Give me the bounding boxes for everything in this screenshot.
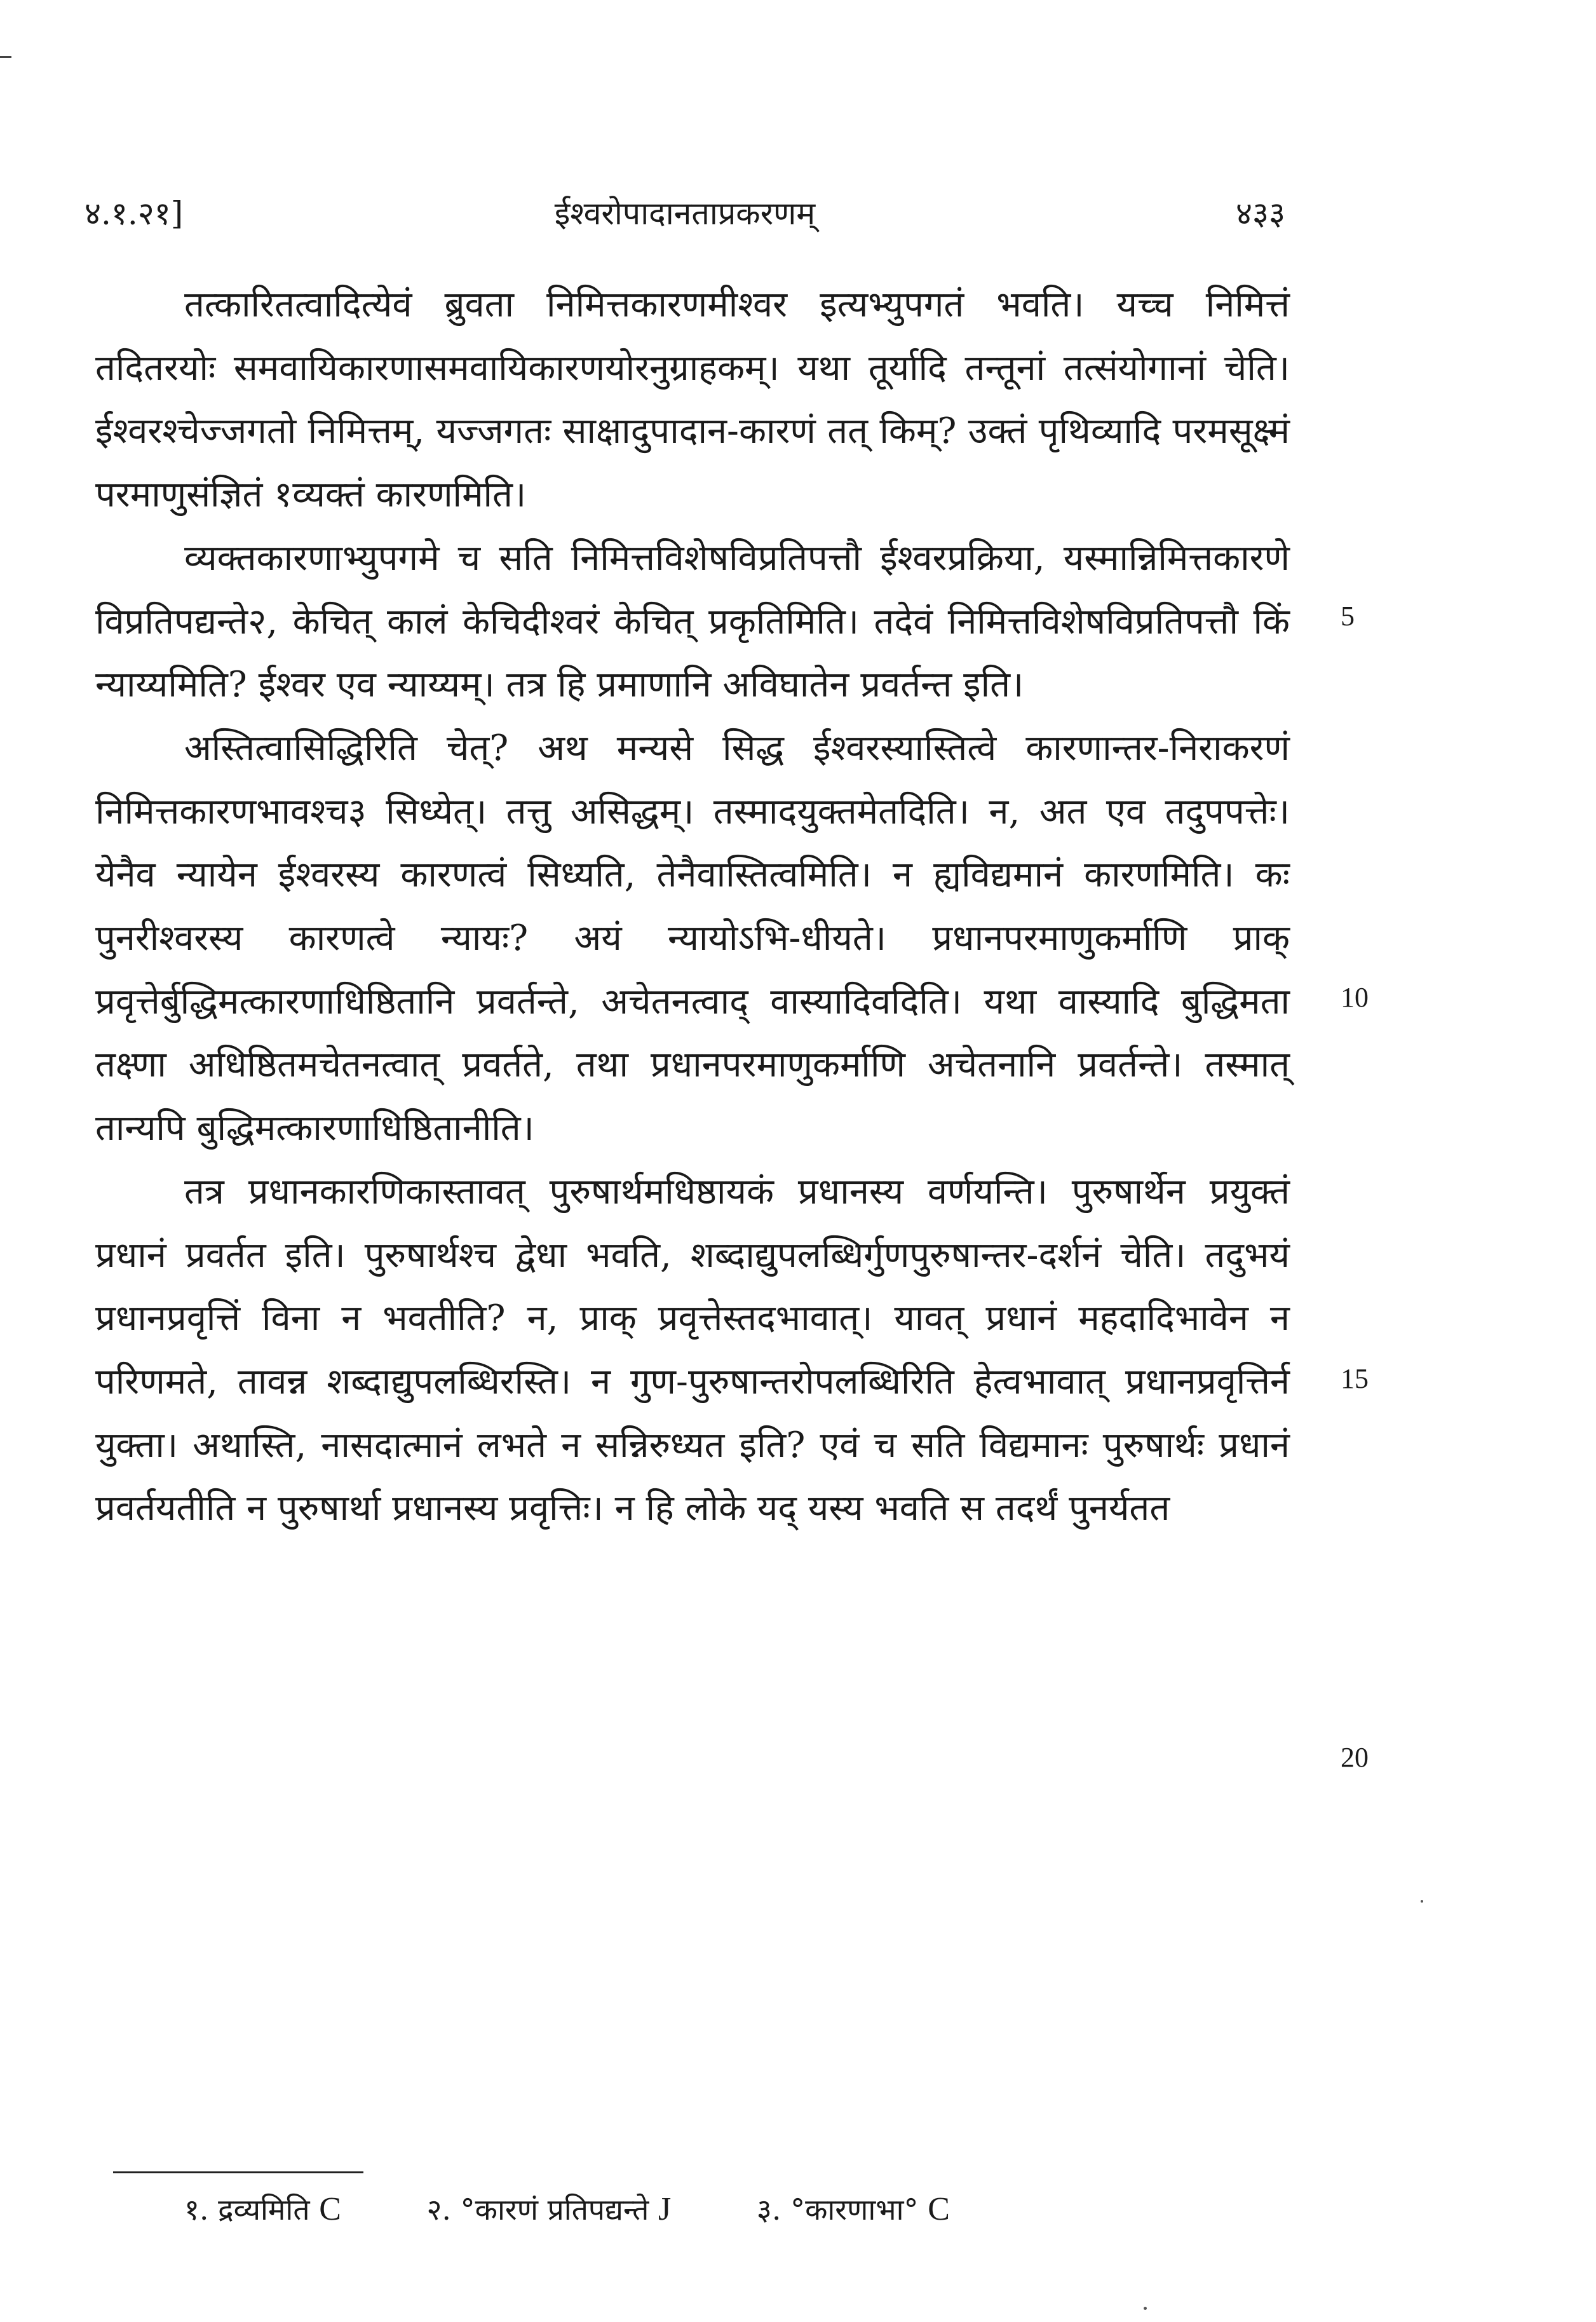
footnote — [427, 2187, 672, 2232]
footnote-text: २. °कारणं प्रतिपद्यन्ते — [426, 2192, 649, 2227]
footnote-text: ३. °कारणाभा° — [756, 2192, 919, 2227]
line-number: 20 — [1341, 1742, 1369, 1773]
page-number: ४३३ — [1236, 195, 1285, 232]
footnote-divider — [113, 2171, 363, 2173]
footnotes — [184, 2187, 1328, 2232]
scan-speck — [1144, 2307, 1147, 2310]
paragraph: तत्र प्रधानकारणिकास्तावत् पुरुषार्थमधिष्ठायकं प्रधानस्य वर्णयन्ति। पुरुषार्थेन प्रयुक्तं प्रधानं प्रवर्तत इति। पुरुषार्थश्च द्वेधा भवति, शब्दाद्युपलब्धिर्गुणपुरुषान्तर-दर्शनं चेति। तदुभयं प्रधानप्रवृत्तिं विना न भवतीति? न, प्राक् प्रवृत्तेस्तदभावात्। यावत् प्रधानं महदादिभावेन न परिणमते, तावन्न शब्दाद्युपलब्धिरस्ति। न गुण-पुरुषान्तरोपलब्धिरिति हेत्वभावात् प्रधानप्रवृत्तिर्न युक्ता। अथास्ति, नासदात्मानं लभते न सन्निरुध्यत इति? एवं च सति विद्यमानः पुरुषार्थः प्रधानं प्रवर्तयतीति न पुरुषार्था प्रधानस्य प्रवृत्तिः। न हि लोके यद् यस्य भवति स तदर्थं पुनर्यतत — [95, 1171, 1290, 1530]
paragraph: तत्कारितत्वादित्येवं ब्रुवता निमित्तकारणमीश्वर इत्यभ्युपगतं भवति। यच्च निमित्तं तदितरयोः समवायिकारणासमवायिकारणयोरनुग्राहकम्। यथा तूर्यादि तन्तूनां तत्संयोगानां चेति। ईश्वरश्चेज्जगतो निमित्तम्, यज्जगतः साक्षादुपादान-कारणं तत् किम्? उक्तं पृथिव्यादि परमसूक्ष्मं परमाणुसंज्ञितं १व्यक्तं कारणमिति। — [95, 284, 1290, 516]
footnote — [184, 2187, 341, 2232]
margin-tick-mark — [0, 56, 11, 58]
line-number: 10 — [1341, 982, 1369, 1013]
footnote — [757, 2187, 950, 2232]
chapter-title: ईश्वरोपादानताप्रकरणम् — [554, 195, 816, 232]
main-text — [95, 273, 1290, 1540]
footnote-text: १. द्रव्यमिति — [184, 2192, 310, 2227]
line-number: 5 — [1341, 601, 1355, 632]
running-head — [85, 191, 1285, 241]
manuscript-siglum: C — [928, 2191, 950, 2227]
section-reference: ४.१.२१] — [85, 195, 184, 232]
scan-speck — [1421, 1900, 1423, 1903]
line-number: 15 — [1341, 1363, 1369, 1394]
paragraph: व्यक्तकारणाभ्युपगमे च सति निमित्तविशेषविप्रतिपत्तौ ईश्वरप्रक्रिया, यस्मान्निमित्तकारणे विप्रतिपद्यन्ते२, केचित् कालं केचिदीश्वरं केचित् प्रकृतिमिति। तदेवं निमित्तविशेषविप्रतिपत्तौ किं न्याय्यमिति? ईश्वर एव न्याय्यम्। तत्र हि प्रमाणानि अविघातेन प्रवर्तन्त इति। — [95, 537, 1290, 706]
paragraph: अस्तित्वासिद्धिरिति चेत्? अथ मन्यसे सिद्ध ईश्वरस्यास्तित्वे कारणान्तर-निराकरणं निमित्तकारणभावश्च३ सिध्येत्। तत्तु असिद्धम्। तस्मादयुक्तमेतदिति। न, अत एव तदुपपत्तेः। येनैव न्यायेन ईश्वरस्य कारणत्वं सिध्यति, तेनैवास्तित्वमिति। न ह्यविद्यमानं कारणमिति। कः पुनरीश्वरस्य कारणत्वे न्यायः? अयं न्यायोऽभि-धीयते। प्रधानपरमाणुकर्माणि प्राक् प्रवृत्तेर्बुद्धिमत्कारणाधिष्ठितानि प्रवर्तन्ते, अचेतनत्वाद् वास्यादिवदिति। यथा वास्यादि बुद्धिमता तक्ष्णा अधिष्ठितमचेतनत्वात् प्रवर्तते, तथा प्रधानपरमाणुकर्माणि अचेतनानि प्रवर्तन्ते। तस्मात् तान्यपि बुद्धिमत्कारणाधिष्ठितानीति। — [95, 727, 1290, 1150]
manuscript-siglum: J — [658, 2191, 672, 2227]
manuscript-siglum: C — [319, 2191, 341, 2227]
line-number-column — [1341, 0, 1391, 1970]
